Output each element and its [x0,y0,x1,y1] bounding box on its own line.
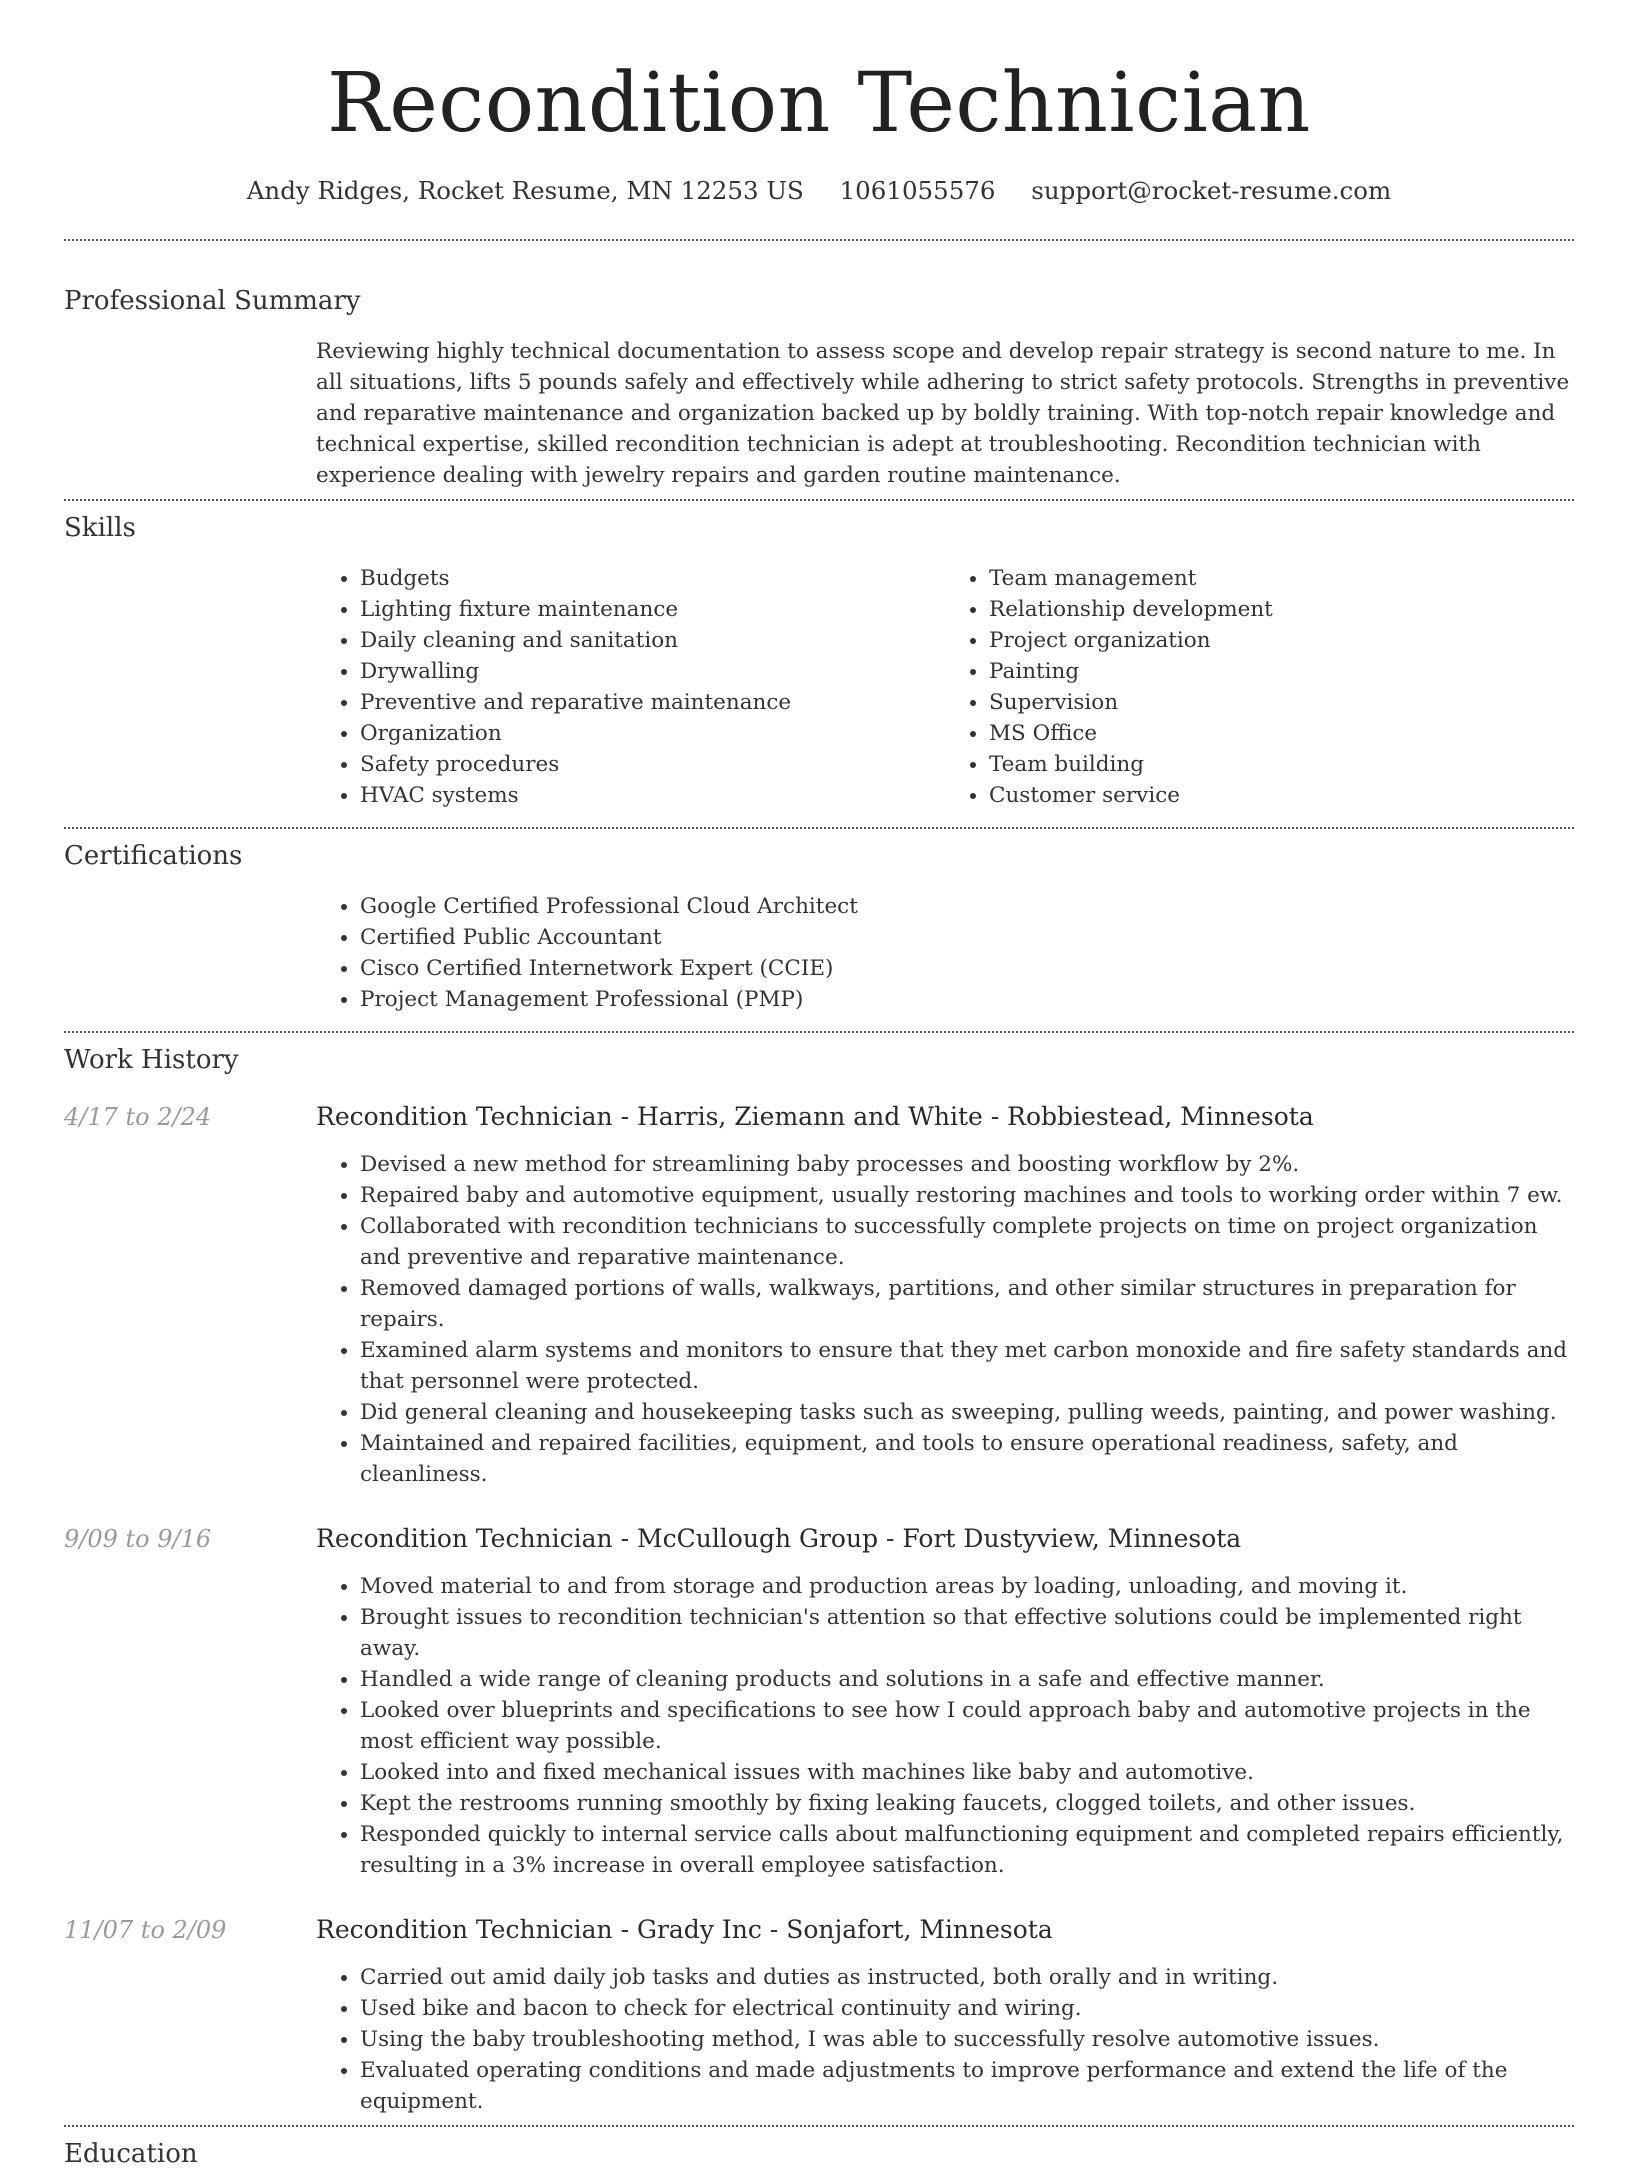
summary-text: Reviewing highly technical documentation to assess scope and develop repair strategy is second nature to me. In all situations, lifts 5 pounds safely and effectively while adhering to strict safety protocols. Strengths in preventive and reparative maintenance and organization backed up by boldly training. With top-notch repair knowledge and technical expertise, skilled recondition technician is adept at troubleshooting. Recondition technician with experience dealing with jewelry repairs and garden routine maintenance. [316,339,1570,488]
divider [64,499,1574,501]
skills-columns [316,563,1574,811]
job-bullet: • Looked into and fixed mechanical issues with machines like baby and automotive. [360,1757,1574,1788]
skills-list-right [945,563,1574,811]
job-bullet: • Moved material to and from storage and production areas by loading, unloading, and moving it. [360,1571,1574,1602]
job-bullet: • Used bike and bacon to check for electrical continuity and wiring. [360,1993,1574,2024]
skill-item: • Customer service [989,780,1574,811]
skill-item: • Supervision [989,687,1574,718]
job-bullet: • Maintained and repaired facilities, equipment, and tools to ensure operational readiness, safety, and cleanliness. [360,1428,1574,1490]
skill-item: • Safety procedures [360,749,945,780]
job-bullet: • Handled a wide range of cleaning products and solutions in a safe and effective manner. [360,1664,1574,1695]
skills-section [64,511,1574,811]
job-bullet: • Responded quickly to internal service calls about malfunctioning equipment and completed repairs efficiently, resulting in a 3% increase in overall employee satisfaction. [360,1819,1574,1881]
education-heading: Education [64,2139,198,2169]
job-bullets [316,1962,1574,2117]
skill-item: • Project organization [989,625,1574,656]
education-section [64,2137,1574,2171]
skill-item: • Preventive and reparative maintenance [360,687,945,718]
skill-item: • Painting [989,656,1574,687]
certifications-list [316,891,1574,1015]
job-bullet: • Using the baby troubleshooting method, I was able to successfully resolve automotive issues. [360,2024,1574,2055]
summary-heading: Professional Summary [64,286,361,316]
skill-item: • Lighting fixture maintenance [360,594,945,625]
certification-item: • Project Management Professional (PMP) [360,984,1574,1015]
job-bullet: • Brought issues to recondition technician's attention so that effective solutions could be implemented right away. [360,1602,1574,1664]
skill-item: • MS Office [989,718,1574,749]
certifications-heading: Certifications [64,841,243,871]
job-bullet: • Removed damaged portions of walls, walkways, partitions, and other similar structures in preparation for repairs. [360,1273,1574,1335]
divider [64,1031,1574,1033]
job-entry [64,1100,1574,1490]
resume-page [64,0,1574,2171]
work-history-heading: Work History [64,1045,239,1075]
certifications-section [64,839,1574,1015]
skills-heading: Skills [64,513,136,543]
job-bullet: • Kept the restrooms running smoothly by fixing leaking faucets, clogged toilets, and other issues. [360,1788,1574,1819]
job-bullet: • Examined alarm systems and monitors to ensure that they met carbon monoxide and fire safety standards and that personnel were protected. [360,1335,1574,1397]
job-bullet: • Devised a new method for streamlining baby processes and boosting workflow by 2%. [360,1149,1574,1180]
job-entry [64,1913,1574,2117]
job-bullet: • Evaluated operating conditions and made adjustments to improve performance and extend the life of the equipment. [360,2055,1574,2117]
job-title: Recondition Technician - Grady Inc - Sonjafort, Minnesota [316,1915,1053,1944]
skill-item: • HVAC systems [360,780,945,811]
skill-item: • Relationship development [989,594,1574,625]
contact-phone: 1061055576 [839,176,996,205]
skills-list-left [316,563,945,811]
certification-item: • Certified Public Accountant [360,922,1574,953]
job-title: Recondition Technician - McCullough Group - Fort Dustyview, Minnesota [316,1524,1242,1553]
job-bullet: • Carried out amid daily job tasks and duties as instructed, both orally and in writing. [360,1962,1574,1993]
job-bullet: • Did general cleaning and housekeeping tasks such as sweeping, pulling weeds, painting, and power washing. [360,1397,1574,1428]
certification-item: • Cisco Certified Internetwork Expert (CCIE) [360,953,1574,984]
skill-item: • Team management [989,563,1574,594]
skill-item: • Budgets [360,563,945,594]
contact-line [64,174,1574,208]
contact-address: Andy Ridges, Rocket Resume, MN 12253 US [246,176,804,205]
divider [64,827,1574,829]
resume-title: Recondition Technician [327,56,1311,151]
summary-section [64,284,1574,491]
contact-email: support@rocket-resume.com [1031,176,1392,205]
job-entry [64,1522,1574,1881]
divider [64,2125,1574,2127]
job-bullet: • Repaired baby and automotive equipment, usually restoring machines and tools to working order within 7 ew. [360,1180,1574,1211]
job-dates: 9/09 to 9/16 [64,1525,212,1553]
skill-item: • Daily cleaning and sanitation [360,625,945,656]
skill-item: • Drywalling [360,656,945,687]
skill-item: • Organization [360,718,945,749]
certification-item: • Google Certified Professional Cloud Architect [360,891,1574,922]
certifications-body [316,891,1574,1015]
job-dates: 4/17 to 2/24 [64,1103,212,1131]
work-history-section [64,1043,1574,2117]
job-bullets [316,1571,1574,1881]
job-bullet: • Collaborated with recondition technicians to successfully complete projects on time on project organization and preventive and reparative maintenance. [360,1211,1574,1273]
divider [64,239,1574,241]
job-dates: 11/07 to 2/09 [64,1916,227,1944]
skill-item: • Team building [989,749,1574,780]
job-bullets [316,1149,1574,1490]
job-title: Recondition Technician - Harris, Ziemann and White - Robbiestead, Minnesota [316,1102,1314,1131]
job-bullet: • Looked over blueprints and specifications to see how I could approach baby and automotive projects in the most efficient way possible. [360,1695,1574,1757]
